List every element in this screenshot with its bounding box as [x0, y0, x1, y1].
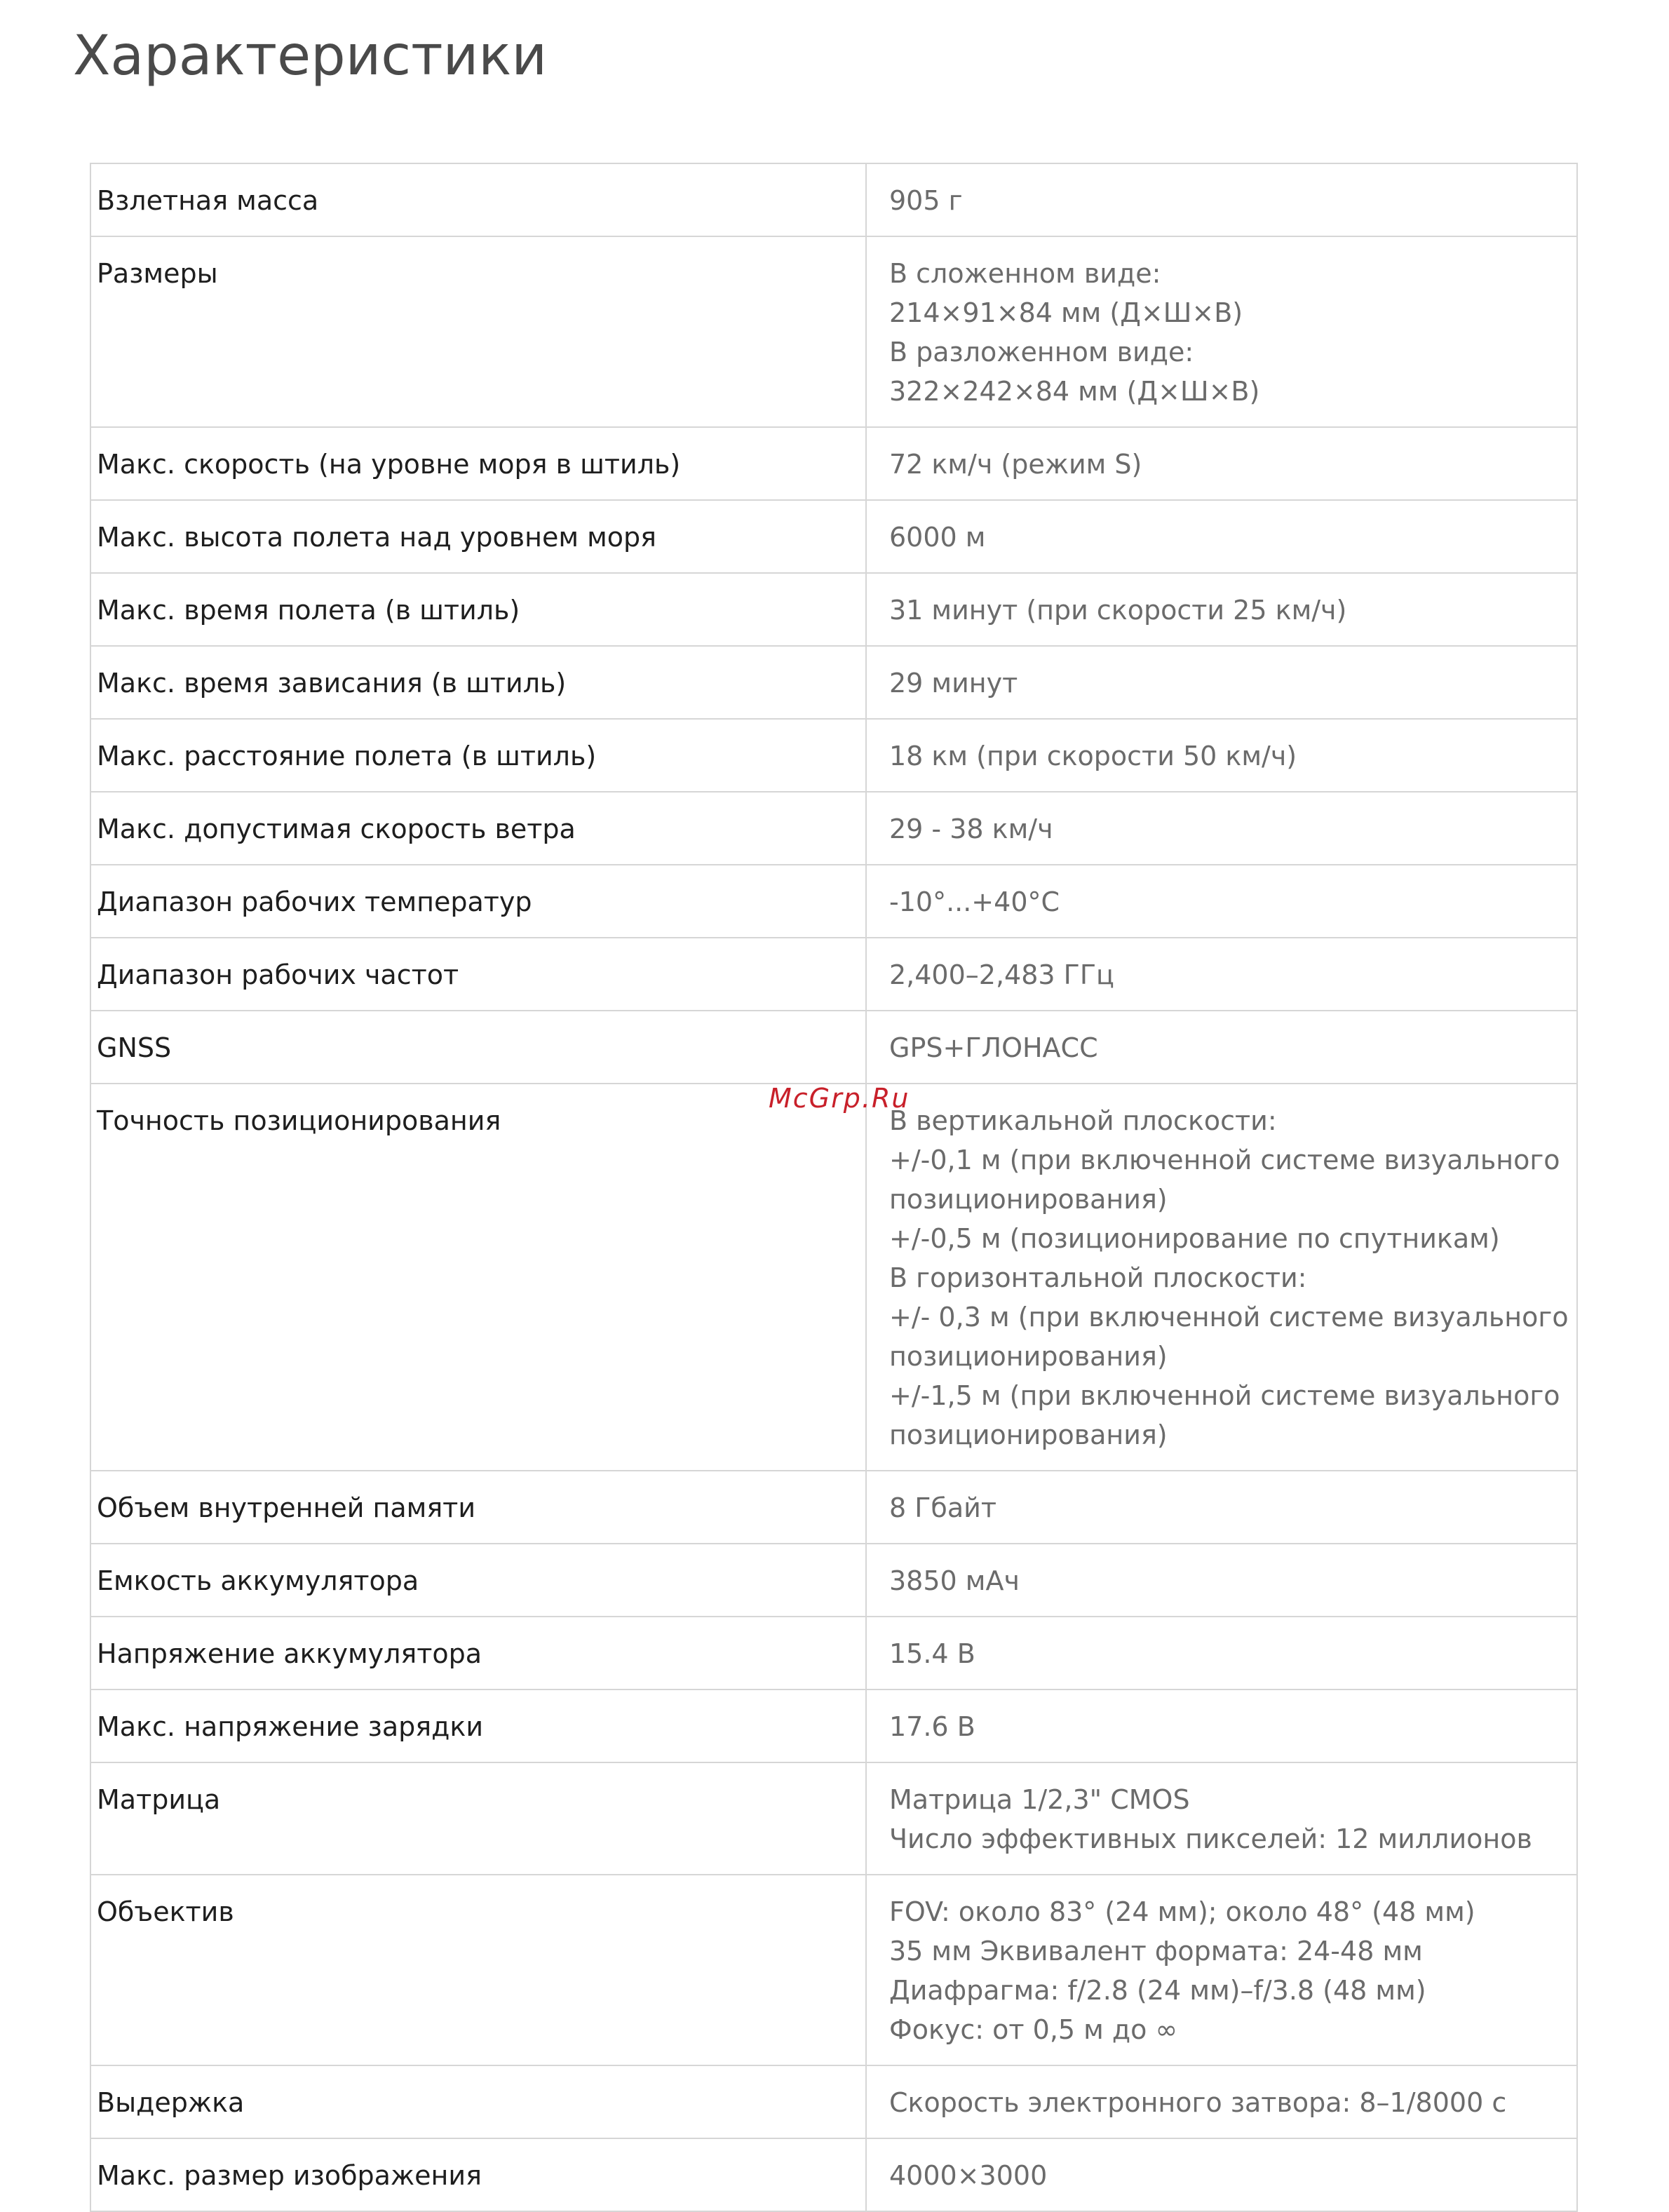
spec-row — [90, 1690, 1577, 1762]
spec-row — [90, 427, 1577, 500]
spec-value — [866, 2138, 1577, 2211]
spec-value-line: позиционирования) — [889, 1341, 1168, 1372]
spec-value-line: 29 минут — [889, 668, 1018, 699]
spec-value-line: +/-0,5 м (позиционирование по спутникам) — [889, 1223, 1500, 1254]
spec-value-line: 6000 м — [889, 522, 986, 553]
spec-row — [90, 938, 1577, 1011]
spec-value-line: GPS+ГЛОНАСС — [889, 1032, 1098, 1063]
spec-row — [90, 1011, 1577, 1084]
spec-label: Объектив — [90, 1875, 866, 2065]
spec-label: Макс. напряжение зарядки — [90, 1690, 866, 1762]
spec-value-line: 15.4 В — [889, 1638, 975, 1669]
spec-row — [90, 2138, 1577, 2211]
spec-value-line: позиционирования) — [889, 1184, 1168, 1215]
spec-row — [90, 163, 1577, 236]
spec-value-line: 3850 мАч — [889, 1565, 1020, 1596]
spec-value-line: 17.6 В — [889, 1711, 975, 1742]
spec-value — [866, 1011, 1577, 1084]
spec-value — [866, 646, 1577, 719]
spec-value-line: 35 мм Эквивалент формата: 24-48 мм — [889, 1936, 1423, 1967]
spec-value — [866, 865, 1577, 938]
spec-value — [866, 236, 1577, 427]
spec-label: Макс. допустимая скорость ветра — [90, 792, 866, 865]
spec-label: GNSS — [90, 1011, 866, 1084]
spec-value — [866, 427, 1577, 500]
spec-label: Макс. размер изображения — [90, 2138, 866, 2211]
spec-value — [866, 792, 1577, 865]
spec-row — [90, 1762, 1577, 1875]
spec-value-line: В горизонтальной плоскости: — [889, 1262, 1307, 1293]
spec-value-line: 322×242×84 мм (Д×Ш×В) — [889, 376, 1260, 407]
spec-value-line: 8 Гбайт — [889, 1492, 996, 1523]
spec-value — [866, 1875, 1577, 2065]
spec-value-line: 4000×3000 — [889, 2160, 1048, 2191]
spec-label: Матрица — [90, 1762, 866, 1875]
spec-value — [866, 1471, 1577, 1544]
spec-value-line: 18 км (при скорости 50 км/ч) — [889, 741, 1297, 771]
spec-label: Взлетная масса — [90, 163, 866, 236]
spec-value — [866, 1617, 1577, 1690]
spec-value — [866, 163, 1577, 236]
spec-row — [90, 646, 1577, 719]
spec-label: Точность позиционирования — [90, 1084, 866, 1471]
spec-row — [90, 1471, 1577, 1544]
spec-value-line: +/-0,1 м (при включенной системе визуального — [889, 1145, 1560, 1175]
spec-value-line: Число эффективных пикселей: 12 миллионов — [889, 1823, 1532, 1854]
spec-value-line: В вертикальной плоскости: — [889, 1105, 1277, 1136]
spec-label: Макс. высота полета над уровнем моря — [90, 500, 866, 573]
spec-label: Напряжение аккумулятора — [90, 1617, 866, 1690]
spec-row — [90, 500, 1577, 573]
spec-value-line: 29 - 38 км/ч — [889, 814, 1053, 844]
spec-value-line: 2,400–2,483 ГГц — [889, 959, 1114, 990]
spec-value — [866, 1084, 1577, 1471]
spec-value — [866, 573, 1577, 646]
spec-label: Макс. время зависания (в штиль) — [90, 646, 866, 719]
spec-row — [90, 236, 1577, 427]
spec-value — [866, 1544, 1577, 1617]
watermark: McGrp.Ru — [769, 1083, 910, 1114]
spec-label: Объем внутренней памяти — [90, 1471, 866, 1544]
spec-table-body — [90, 163, 1577, 2211]
spec-label: Выдержка — [90, 2065, 866, 2138]
spec-value-line: В разложенном виде: — [889, 337, 1194, 367]
spec-value-line: FOV: около 83° (24 мм); около 48° (48 мм) — [889, 1896, 1475, 1927]
spec-value-line: В сложенном виде: — [889, 258, 1161, 289]
spec-value — [866, 1690, 1577, 1762]
spec-table — [90, 163, 1578, 2212]
spec-row — [90, 1875, 1577, 2065]
spec-value-line: -10°...+40°C — [889, 886, 1060, 917]
spec-value-line: Фокус: от 0,5 м до ∞ — [889, 2014, 1178, 2045]
spec-value-line: Диафрагма: f/2.8 (24 мм)–f/3.8 (48 мм) — [889, 1975, 1426, 2006]
spec-label: Диапазон рабочих температур — [90, 865, 866, 938]
spec-value — [866, 938, 1577, 1011]
spec-label: Макс. расстояние полета (в штиль) — [90, 719, 866, 792]
spec-label: Емкость аккумулятора — [90, 1544, 866, 1617]
spec-label: Размеры — [90, 236, 866, 427]
spec-value-line: Матрица 1/2,3" CMOS — [889, 1784, 1190, 1815]
spec-value — [866, 1762, 1577, 1875]
spec-value-line: позиционирования) — [889, 1419, 1168, 1450]
spec-row — [90, 573, 1577, 646]
spec-value — [866, 719, 1577, 792]
spec-value-line: +/- 0,3 м (при включенной системе визуального — [889, 1302, 1569, 1333]
spec-row — [90, 1617, 1577, 1690]
spec-row — [90, 719, 1577, 792]
spec-row — [90, 1544, 1577, 1617]
spec-row — [90, 2065, 1577, 2138]
spec-value-line: Скорость электронного затвора: 8–1/8000 с — [889, 2087, 1507, 2118]
spec-label: Макс. время полета (в штиль) — [90, 573, 866, 646]
spec-label: Макс. скорость (на уровне моря в штиль) — [90, 427, 866, 500]
spec-row — [90, 1084, 1577, 1471]
spec-value — [866, 500, 1577, 573]
spec-value-line: 31 минут (при скорости 25 км/ч) — [889, 595, 1347, 626]
spec-value — [866, 2065, 1577, 2138]
spec-label: Диапазон рабочих частот — [90, 938, 866, 1011]
page-title: Характеристики — [73, 25, 548, 88]
spec-value-line: 72 км/ч (режим S) — [889, 449, 1142, 480]
spec-value-line: +/-1,5 м (при включенной системе визуального — [889, 1380, 1560, 1411]
spec-value-line: 214×91×84 мм (Д×Ш×В) — [889, 297, 1243, 328]
spec-row — [90, 865, 1577, 938]
spec-row — [90, 792, 1577, 865]
spec-value-line: 905 г — [889, 185, 963, 216]
